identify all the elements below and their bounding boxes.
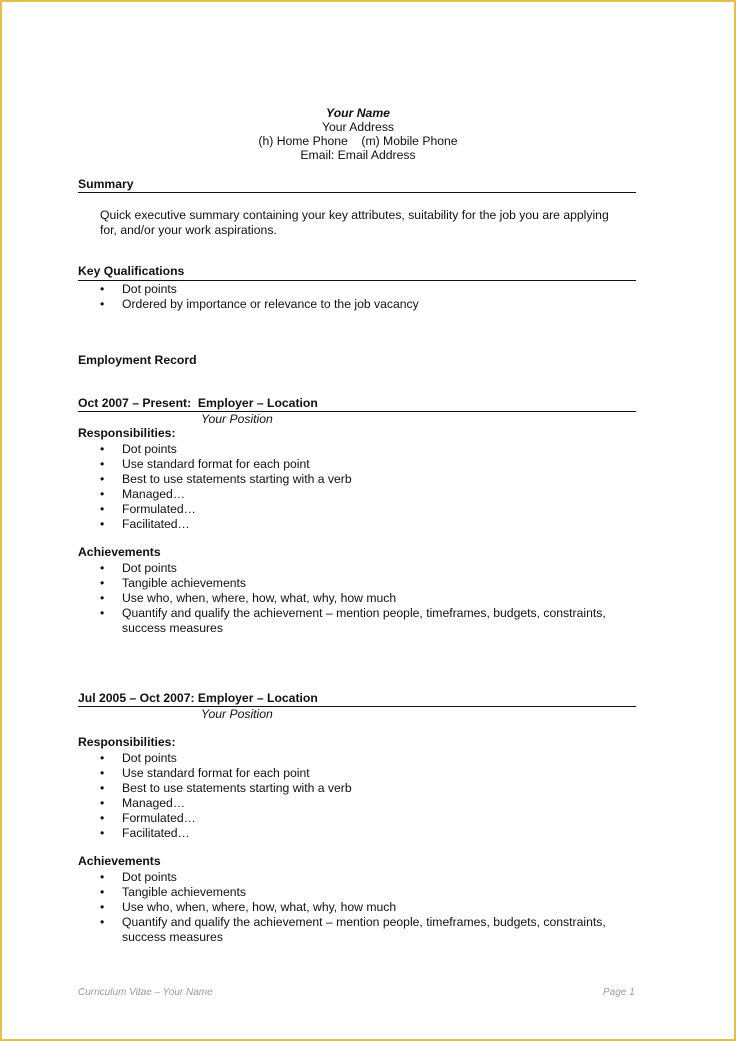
list-item: • Dot points: [100, 870, 177, 884]
summary-text: Quick executive summary containing your key attributes, suitability for the job you are applying for, and/or your work aspirations.: [100, 208, 609, 237]
bullet-icon: •: [100, 487, 105, 501]
list-item: • Managed…: [100, 487, 186, 501]
list-item: • Tangible achievements: [100, 576, 246, 590]
responsibilities-heading: Responsibilities:: [78, 735, 176, 749]
list-item: • Ordered by importance or relevance to the job vacancy: [100, 297, 419, 311]
list-item: • Use standard format for each point: [100, 766, 310, 780]
resume-address: Your Address: [321, 120, 395, 134]
achievements-list: [98, 561, 612, 636]
list-item: • Tangible achievements: [100, 885, 246, 899]
list-item: • Formulated…: [100, 811, 196, 825]
list-item: • Quantify and qualify the achievement – mention people, timeframes, budgets, constraints, success measures: [100, 915, 606, 944]
list-item: • Dot points: [100, 561, 177, 575]
achievements-list: [98, 870, 612, 945]
summary-heading: Summary: [78, 177, 134, 191]
bullet-icon: •: [100, 900, 105, 914]
bullet-icon: •: [100, 457, 105, 471]
employment-heading: Employment Record: [78, 353, 197, 367]
achievements-heading: Achievements: [78, 545, 161, 559]
bullet-icon: •: [100, 870, 105, 884]
bullet-icon: •: [100, 826, 105, 840]
bullet-icon: •: [100, 591, 105, 605]
bullet-icon: •: [100, 885, 105, 899]
job-rule: [78, 706, 636, 707]
list-item: • Formulated…: [100, 502, 196, 516]
bullet-icon: •: [100, 502, 105, 516]
bullet-icon: •: [100, 472, 105, 486]
resume-phones: (h) Home Phone (m) Mobile Phone: [258, 134, 458, 148]
list-item: • Dot points: [100, 751, 177, 765]
qualifications-heading: Key Qualifications: [78, 264, 185, 278]
resume-email: Email: Email Address: [300, 148, 416, 162]
bullet-icon: •: [100, 517, 105, 531]
footer-page-number: Page 1: [603, 987, 635, 998]
footer-document-title: Curriculum Vitae – Your Name: [78, 987, 213, 998]
job-title: Oct 2007 – Present: Employer – Location: [78, 396, 318, 410]
bullet-icon: •: [100, 561, 105, 575]
bullet-icon: •: [100, 796, 105, 810]
bullet-icon: •: [100, 442, 105, 456]
responsibilities-list: [98, 751, 352, 841]
bullet-icon: •: [100, 766, 105, 780]
qualifications-list: [98, 282, 419, 312]
bullet-icon: •: [100, 576, 105, 590]
bullet-icon: •: [100, 751, 105, 765]
list-item: • Use who, when, where, how, what, why, how much: [100, 591, 397, 605]
bullet-icon: •: [100, 915, 105, 929]
list-item: • Dot points: [100, 282, 177, 296]
resume-name: Your Name: [326, 106, 390, 120]
list-item: • Use who, when, where, how, what, why, how much: [100, 900, 397, 914]
list-item: • Quantify and qualify the achievement – mention people, timeframes, budgets, constraints, success measures: [100, 606, 606, 635]
job-title: Jul 2005 – Oct 2007: Employer – Location: [78, 691, 318, 705]
bullet-icon: •: [100, 282, 105, 296]
achievements-heading: Achievements: [78, 854, 161, 868]
list-item: • Managed…: [100, 796, 186, 810]
job-rule: [78, 411, 636, 412]
job-position: Your Position: [201, 412, 273, 426]
list-item: • Best to use statements starting with a verb: [100, 781, 352, 795]
job-position: Your Position: [201, 707, 273, 721]
list-item: • Best to use statements starting with a verb: [100, 472, 352, 486]
summary-rule: [78, 192, 636, 193]
list-item: • Dot points: [100, 442, 177, 456]
bullet-icon: •: [100, 781, 105, 795]
list-item: • Facilitated…: [100, 517, 190, 531]
qualifications-rule: [78, 280, 636, 281]
list-item: • Facilitated…: [100, 826, 190, 840]
bullet-icon: •: [100, 811, 105, 825]
bullet-icon: •: [100, 606, 105, 620]
responsibilities-heading: Responsibilities:: [78, 426, 176, 440]
list-item: • Use standard format for each point: [100, 457, 310, 471]
bullet-icon: •: [100, 297, 105, 311]
responsibilities-list: [98, 442, 352, 532]
